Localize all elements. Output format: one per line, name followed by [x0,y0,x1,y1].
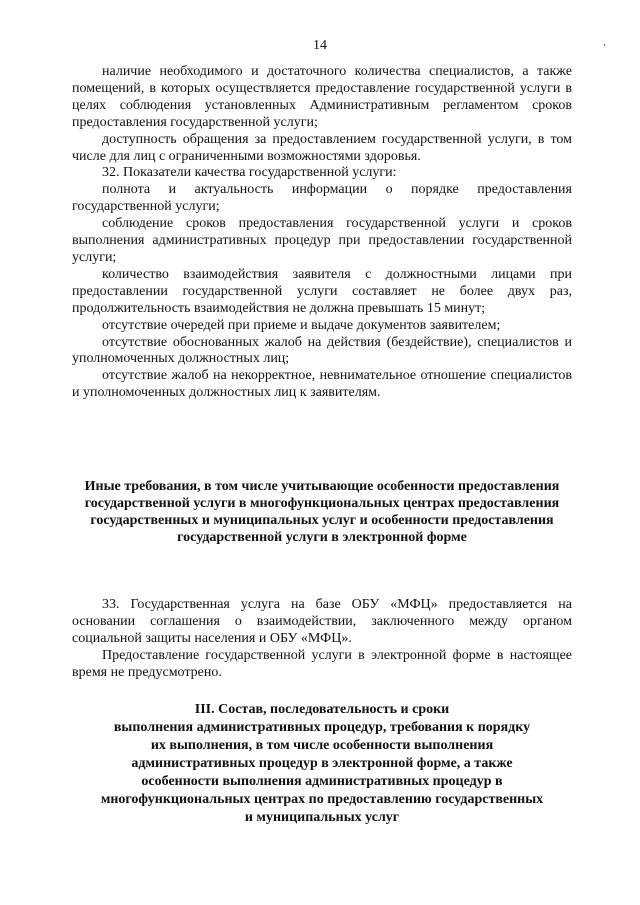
paragraph: Предоставление государственной услуги в электронной форме в настоящее время не предусмотрено. [72,647,572,680]
qualification-paragraphs [72,64,572,402]
section-heading-other-requirements: Иные требования, в том числе учитывающие особенности предоставления государственной услуги в многофункциональных центрах предоставления государственных и муниципальных услуг и особенности предоставления государственной услуги в электронной форме [84,479,560,545]
heading-line: III. Состав, последовательность и сроки [194,702,450,717]
mfc-paragraphs [72,597,572,682]
heading-line: административных процедур в электронной форме, а также [131,756,513,771]
paragraph: наличие необходимого и достаточного количества специалистов, а также помещений, в которых осуществляется предоставление государственной услуги в целях соблюдения установленных Административным регламентом сроков предоставления государственной услуги; [72,64,572,130]
heading-line: особенности выполнения административных процедур в [141,774,503,789]
paragraph: 33. Государственная услуга на базе ОБУ «МФЦ» предоставляется на основании соглашения о взаимодействии, заключенного между органом социальной защиты населения и ОБУ «МФЦ». [72,597,572,646]
paragraph: отсутствие жалоб на некорректное, невнимательное отношение специалистов и уполномоченных должностных лиц к заявителям. [72,368,572,401]
paragraph: 32. Показатели качества государственной услуги: [102,165,397,181]
scan-artifact [604,44,605,46]
page-number: 14 [313,38,327,53]
paragraph: соблюдение сроков предоставления государственной услуги и сроков выполнения административных процедур при предоставлении государственной услуги; [72,216,572,265]
paragraph: количество взаимодействия заявителя с должностными лицами при предоставлении государственной услуги составляет не более двух раз, продолжительность взаимодействия не должна превышать 15 минут; [72,266,572,316]
heading-line: и муниципальных услуг [244,810,400,825]
heading-line: многофункциональных центрах по предоставлению государственных [100,792,544,807]
paragraph: отсутствие обоснованных жалоб на действия (бездействие), специалистов и уполномоченных должностных лиц; [72,334,572,367]
heading-line: выполнения административных процедур, требования к порядку [113,720,531,735]
heading-line: их выполнения, в том числе особенности выполнения [150,738,494,753]
paragraph: отсутствие очередей при приеме и выдаче документов заявителем; [102,317,501,333]
paragraph: полнота и актуальность информации о порядке предоставления государственной услуги; [72,182,572,215]
section-heading-chapter-3 [72,701,572,827]
paragraph: доступность обращения за предоставлением государственной услуги, в том числе для лиц с ограниченными возможностями здоровья. [72,131,572,164]
